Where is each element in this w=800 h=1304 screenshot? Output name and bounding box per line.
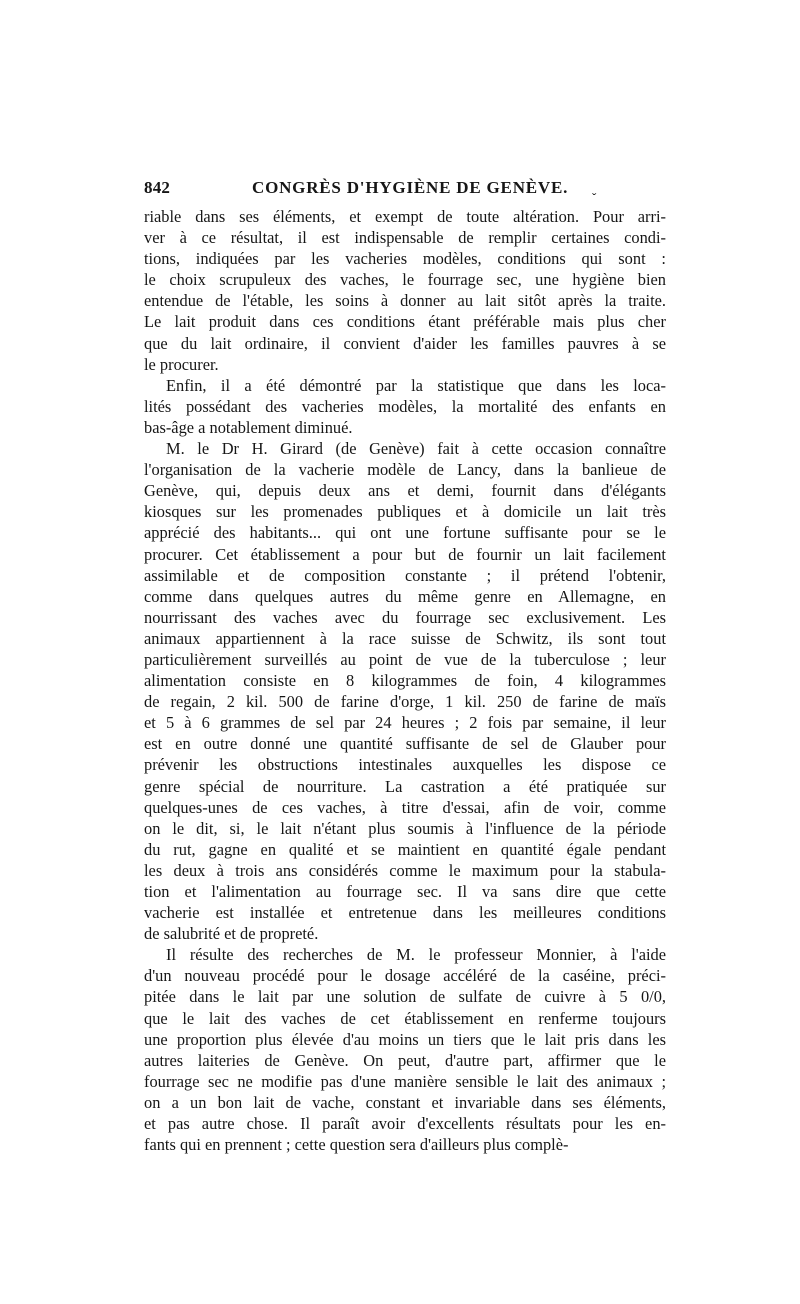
text-line: vacherie est installée et entretenue dans les meilleures conditions <box>144 903 666 923</box>
text-line: on le dit, si, le lait n'étant plus soumis à l'influence de la période <box>144 818 666 838</box>
text-line: les deux à trois ans considérés comme le maximum pour la stabula- <box>144 860 666 880</box>
text-line: le procurer. <box>144 354 219 374</box>
paragraph <box>144 944 666 1155</box>
text-line: de regain, 2 kil. 500 de farine d'orge, 1 kil. 250 de farine de maïs <box>144 692 666 712</box>
text-line: que du lait ordinaire, il convient d'aider les familles pauvres à se <box>144 333 666 353</box>
page-body-text <box>144 206 666 1155</box>
paragraph <box>144 438 666 944</box>
text-line: de salubrité et de propreté. <box>144 924 319 944</box>
text-line: l'organisation de la vacherie modèle de Lancy, dans la banlieue de <box>144 460 666 480</box>
paragraph <box>144 206 666 375</box>
text-line: lités possédant des vacheries modèles, la mortalité des enfants en <box>144 396 666 416</box>
text-line: et pas autre chose. Il paraît avoir d'excellents résultats pour les en- <box>144 1114 666 1134</box>
text-line: tion et l'alimentation au fourrage sec. Il va sans dire que cette <box>144 882 666 901</box>
text-line: prévenir les obstructions intestinales auxquelles les dispose ce <box>144 755 666 775</box>
text-line: une proportion plus élevée d'au moins un tiers que le lait pris dans les <box>144 1029 666 1049</box>
text-line: apprécié des habitants... qui ont une fortune suffisante pour se le <box>144 523 666 543</box>
text-line: fants qui en prennent ; cette question sera d'ailleurs plus complè- <box>144 1135 569 1155</box>
text-line: tions, indiquées par les vacheries modèles, conditions qui sont : <box>144 249 666 269</box>
text-line: procurer. Cet établissement a pour but de fournir un lait facilement <box>144 544 666 564</box>
text-line: quelques-unes de ces vaches, à titre d'essai, afin de voir, comme <box>144 797 666 817</box>
text-line: ver à ce résultat, il est indispensable de remplir certaines condi- <box>144 228 666 248</box>
paragraph <box>144 375 666 438</box>
text-line: Il résulte des recherches de M. le professeur Monnier, à l'aide <box>166 945 666 965</box>
text-line: est en outre donné une quantité suffisante de sel de Glauber pour <box>144 734 666 754</box>
text-line: le choix scrupuleux des vaches, le fourrage sec, une hygiène bien <box>144 270 666 290</box>
text-line: du rut, gagne en qualité et se maintient en quantité égale pendant <box>144 839 666 859</box>
text-line: on a un bon lait de vache, constant et invariable dans ses éléments, <box>144 1092 666 1112</box>
text-line: genre spécial de nourriture. La castration a été pratiquée sur <box>144 776 666 796</box>
running-header <box>144 178 674 202</box>
stray-mark: ˬ <box>592 180 597 195</box>
text-line: et 5 à 6 grammes de sel par 24 heures ; 2 fois par semaine, il leur <box>144 713 666 733</box>
text-line: nourrissant des vaches avec du fourrage sec exclusivement. Les <box>144 607 666 627</box>
text-line: Enfin, il a été démontré par la statistique que dans les loca- <box>166 375 666 395</box>
text-line: animaux appartiennent à la race suisse de Schwitz, ils sont tout <box>144 628 666 648</box>
text-line: assimilable et de composition constante ; il prétend l'obtenir, <box>144 565 666 585</box>
text-line: entendue de l'étable, les soins à donner au lait sitôt après la traite. <box>144 291 666 311</box>
text-line: riable dans ses éléments, et exempt de toute altération. Pour arri- <box>144 207 666 226</box>
text-line: pitée dans le lait par une solution de sulfate de cuivre à 5 0/0, <box>144 987 666 1007</box>
text-line: comme dans quelques autres du même genre en Allemagne, en <box>144 586 666 606</box>
text-line: Le lait produit dans ces conditions étant préférable mais plus cher <box>144 312 666 332</box>
text-line: autres laiteries de Genève. On peut, d'autre part, affirmer que le <box>144 1050 666 1070</box>
text-line: kiosques sur les promenades publiques et à domicile un lait très <box>144 502 666 522</box>
text-line: Genève, qui, depuis deux ans et demi, fournit dans d'élégants <box>144 481 666 501</box>
text-line: que le lait des vaches de cet établissement en renferme toujours <box>144 1008 666 1028</box>
text-line: fourrage sec ne modifie pas d'une manière sensible le lait des animaux ; <box>144 1071 666 1091</box>
page-number: 842 <box>144 178 171 197</box>
running-title: CONGRÈS D'HYGIÈNE DE GENÈVE. <box>252 178 569 197</box>
text-line: bas-âge a notablement diminué. <box>144 417 353 437</box>
text-line: particulièrement surveillés au point de vue de la tuberculose ; leur <box>144 649 666 669</box>
text-line: alimentation consiste en 8 kilogrammes de foin, 4 kilogrammes <box>144 671 666 691</box>
text-line: d'un nouveau procédé pour le dosage accéléré de la caséine, préci- <box>144 966 666 986</box>
text-line: M. le Dr H. Girard (de Genève) fait à cette occasion connaître <box>166 439 666 459</box>
